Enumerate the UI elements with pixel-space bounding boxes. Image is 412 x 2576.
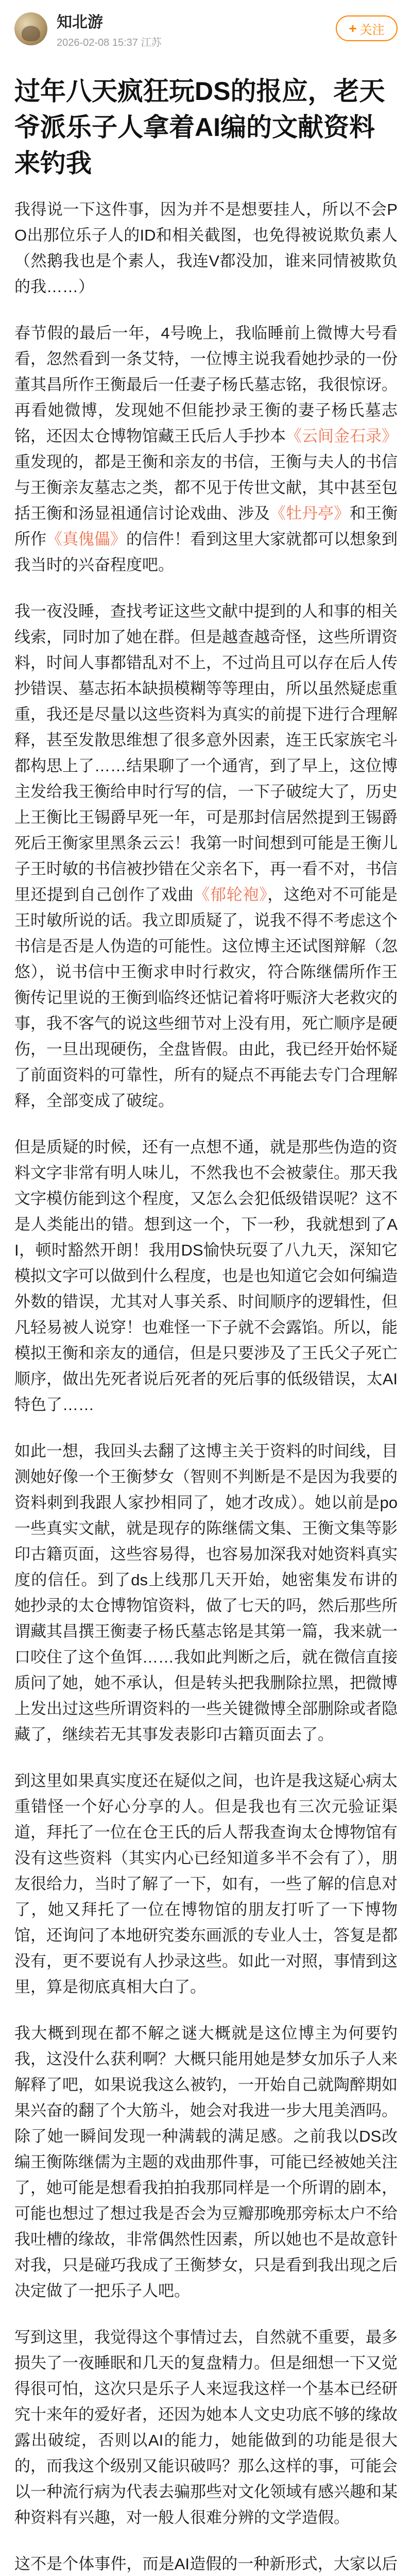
book-title-link[interactable]: 《郁轮袍》 — [194, 886, 268, 904]
author-name[interactable]: 知北游 — [57, 14, 103, 31]
body-paragraph — [14, 2021, 398, 2304]
book-title-link[interactable]: 《牡丹亭》 — [270, 504, 350, 522]
paragraph-text: 写到这里，我觉得这个事情过去，自然就不重要，最多损失了一夜睡眠和几天的复盘精力。但是细想一下又觉得很可怕，这次只是乐子人来逗我这样一个基本已经研究十来年的爱好者，还因为她本人文史功底不够的缘故露出破绽，否则以AI的能力，她能做到的功能是很大的，而我这个级别又能识破吗？那么这样的事，可能会以一种流行病为代表去骗那些对文化领域有感兴趣和某种资料有兴趣，对一般人很难分辨的文学造假。 — [14, 2328, 398, 2527]
body-paragraph — [14, 1134, 398, 1418]
paragraph-text: 如此一想，我回头去翻了这博主关于资料的时间线，目测她好像一个王衡梦女（智则不判断是不是因为我要的资料刺到我跟人家抄相同了，她才改成）。她以前是po一些真实文献，就是现存的陈继儒文集、王衡文集等影印古籍页面，这些容易得，也容易加深我对她资料真实度的信任。到了ds上线那几天开始，她密集发布讲的她抄录的太仓博物馆资料，做了七天的吗，然后那些所谓藏其昌撰王衡妻子杨氏墓志铭是其第一篇，我来就一口咬住了这个鱼饵……我如此判断之后，就在微信直接质问了她，她不承认，但是转头把我删除拉黑，把微博上发出过这些所谓资料的一些关键微博全部删除或者隐藏了，继续若无其事发表影印古籍页面去了。 — [14, 1442, 398, 1743]
paragraph-text: 我大概到现在都不解之谜大概就是这位博主为何要钓我，这没什么获利啊？大概只能用她是梦女加乐子人来解释了吧，如果说我这么被钓，一开始自己就陶醉期如果兴奋的翻了个大筋斗，她会对我进一步大甩美酒吗。除了她一瞬间发现一种满载的满足感。之前我以DS改编王衡陈继儒为主题的戏曲那件事，可能已经被她关注了，她可能是想看我拍拍我那同样是一个所谓的剧本，可能也想过了想过我是否会为豆瓣那晚那旁标太户不给我吐槽的缘故，非常偶然性因素，所以她也不是故意针对我，只是碰巧我成了王衡梦女，只是看到我出现之后决定做了一把乐子人吧。 — [14, 2024, 398, 2300]
follow-label: 关注 — [359, 23, 385, 37]
book-title-link[interactable]: 《真傀儡》 — [46, 530, 126, 548]
body-paragraph — [14, 197, 398, 300]
plus-icon: + — [349, 20, 357, 36]
post-title: 过年八天疯狂玩DS的报应，老天爷派乐子人拿着AI编的文献资料来钓我 — [14, 77, 385, 178]
paragraph-text: 重发现的，都是王衡和亲友的书信，王衡与夫人的书信与王衡亲友墓志之类，都不见于传世文献，其中甚至包括王衡和汤显祖通信讨论戏曲、涉及 — [14, 453, 398, 522]
author-block — [57, 12, 336, 50]
post-body — [0, 181, 412, 2576]
paragraph-text: 我得说一下这件事，因为并不是想要挂人，所以不会PO出那位乐子人的ID和相关截图，也免得被说欺负素人（然鹅我也是个素人，我连V都没加，谁来同情被欺负的我……） — [14, 200, 398, 296]
paragraph-text: 春节假的最后一年，4号晚上，我临睡前上微博大号看看，忽然看到一条艾特，一位博主说我看她抄录的一份董其昌所作王衡最后一任妻子杨氏墓志铭，我很惊讶。再看她微博，发现她不但能抄录王衡的妻子杨氏墓志铭，还因太仓博物馆藏王氏后人手抄本 — [14, 324, 398, 445]
post-meta: 2026-02-08 15:37 江苏 — [57, 37, 162, 48]
paragraph-text: 这不是个体事件，而是AI造假的一种新形式，大家以后 — [14, 2555, 398, 2573]
paragraph-text: 但是质疑的时候，还有一点想不通，就是那些伪造的资料文字非常有明人味儿，不然我也不会被蒙住。那天我文字模仿能到这个程度，又怎么会犯低级错误呢？这不是人类能出的错。想到这一个，下一秒，我就想到了AI，顿时豁然开朗！我用DS愉快玩耍了八九天，深知它模拟文字可以做到什么程度，也是也知道它会如何编造外数的错误，尤其对人事关系、时间顺序的逻辑性，但凡轻易被人说穿！也难怪一下子就不会露馅。所以，能模拟王衡和亲友的通信，但是只要涉及了王氏父子死亡顺序，做出先死者说后死者的死后事的低级错误，太AI特色了…… — [14, 1138, 398, 1414]
body-paragraph — [14, 1768, 398, 2000]
book-title-link[interactable]: 《云间金石录》 — [286, 427, 398, 445]
body-paragraph — [14, 2325, 398, 2531]
body-paragraph — [14, 320, 398, 578]
paragraph-text: 我一夜没睡，查找考证这些文献中提到的人和事的相关线索，同时加了她在群。但是越查越奇怪，这些所谓资料，时间人事都错乱对不上，不过尚且可以存在后人传抄错误、墓志拓本缺损模糊等等理由，所以虽然疑虑重重，我还是尽量以这些资料为真实的前提下进行合理解释，甚至发散思维想了很多意外因素，连王氏家族宅斗都构思上了……结果聊了一个通宵，到了早上，这位博主发给我王衡给申时行写的信，一下子破绽大了，历史上王衡比王锡爵早死一年，可是那封信居然提到王锡爵死后王衡家里黑条云云！我第一时间想到可能是王衡儿子王时敏的书信被抄错在父亲名下，再一看不对，书信里还提到自己创作了戏曲 — [14, 602, 398, 904]
follow-button[interactable] — [336, 15, 398, 41]
paragraph-text: ，这绝对不可能是王时敏所说的话。我立即质疑了，说我不得不考虑这个书信是否是人伪造的可能性。这位博主还试图辩解（忽悠），说书信中王衡求申时行救灾，符合陈继儒所作王衡传记里说的王衡到临终还惦记着将吁赈济大老救灾的事，我不客气的说这些细节对上没有用，死亡顺序是硬伤，一旦出现硬伤，全盘皆假。由此，我已经开始怀疑了前面资料的可靠性，所有的疑点不再能去专门合理解释，全部变成了破绽。 — [14, 886, 398, 1110]
author-avatar[interactable] — [14, 12, 47, 45]
paragraph-text: 和王衡所作 — [14, 504, 398, 548]
body-paragraph — [14, 599, 398, 1114]
paragraph-text: 的信件！看到这里大家就都可以想象到我当时的兴奋程度吧。 — [14, 530, 398, 574]
body-paragraph — [14, 2551, 398, 2576]
body-paragraph — [14, 1438, 398, 1748]
post-header — [0, 0, 412, 68]
paragraph-text: 到这里如果真实度还在疑似之间，也许是我这疑心病太重错怪一个好心分享的人。但是我也有三次元验证渠道，拜托了一位在仓王氏的后人帮我查询太仓博物馆有没有这些资料（其实内心已经知道多半不会有了），朋友很给力，当时了解了一下，如有，一些了解的信息对了，她又拜托了一位在博物馆的朋友打听了一下博物馆，还询问了本地研究娄东画派的专业人士，答复是都没有，更不要说有人抄录这些。如此一对照，事情到这里，算是彻底真相大白了。 — [14, 1772, 398, 1996]
